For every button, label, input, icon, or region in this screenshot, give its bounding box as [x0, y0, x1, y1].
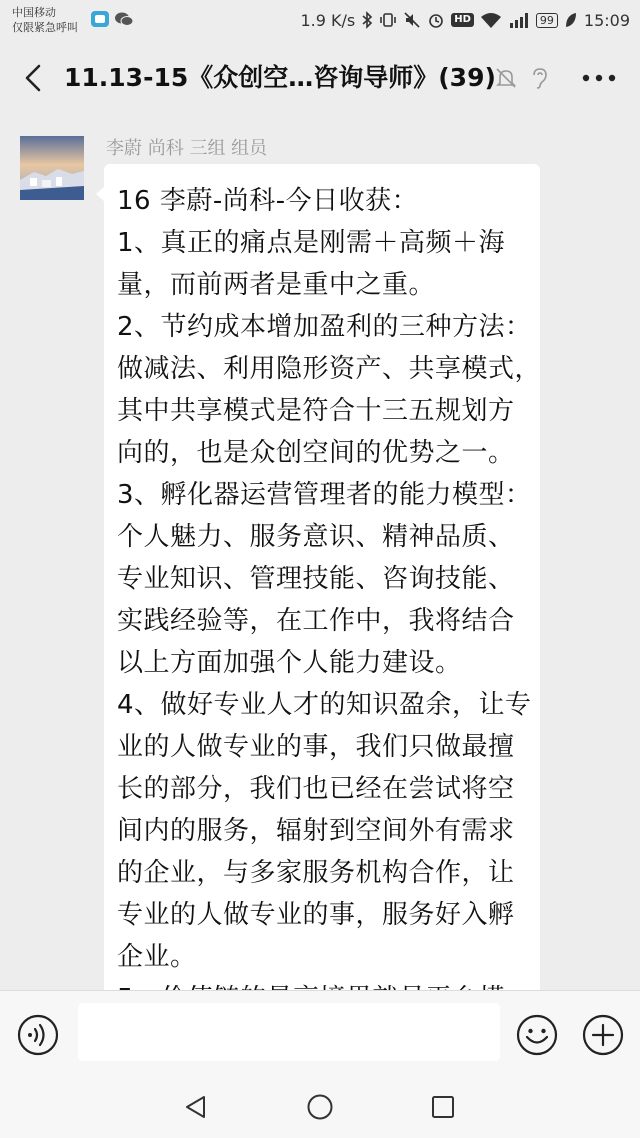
chat-header: [0, 40, 640, 116]
message-line: 其中共享模式是符合十三五规划方: [117, 396, 515, 426]
nav-back-icon[interactable]: [182, 1093, 210, 1121]
carrier-name: 中国移动: [12, 6, 56, 19]
app-icon: [90, 10, 110, 28]
message-line: 做减法、利用隐形资产、共享模式，: [117, 354, 542, 384]
message-line: 的企业，与多家服务机构合作，让: [117, 858, 515, 888]
emoji-button[interactable]: [515, 1013, 559, 1057]
mute-notifications-icon: [494, 66, 518, 90]
message-line: 个人魅力、服务意识、精神品质、: [117, 522, 515, 552]
status-bar: [0, 0, 640, 40]
message-line: 向的，也是众创空间的优势之一。: [117, 438, 515, 468]
more-options-button[interactable]: [574, 64, 624, 92]
carrier-info: [12, 5, 78, 35]
message-line: 间内的服务，辐射到空间外有需求: [117, 816, 515, 846]
message-line: 业的人做专业的事，我们只做最擅: [117, 732, 515, 762]
message-line: 以上方面加强个人能力建设。: [117, 648, 462, 678]
message-bubble[interactable]: [104, 164, 540, 1064]
status-right: [300, 8, 630, 32]
clock: 15:09: [583, 10, 630, 30]
signal-icon: [508, 11, 530, 29]
input-bar: [0, 990, 640, 1072]
message-line: 3、孵化器运营管理者的能力模型：: [117, 480, 532, 510]
message-line: 4、做好专业人才的知识盈余，让专: [117, 690, 532, 720]
vibrate-icon: [379, 11, 397, 29]
battery-icon: 99: [536, 13, 558, 28]
back-button[interactable]: [16, 60, 52, 96]
message-line: 企业。: [117, 942, 197, 972]
message-line: 专业知识、管理技能、咨询技能、: [117, 564, 515, 594]
avatar[interactable]: [20, 136, 84, 200]
network-speed: 1.9 K/s: [300, 10, 356, 30]
message-line: 2、节约成本增加盈利的三种方法：: [117, 312, 532, 342]
nav-home-icon[interactable]: [305, 1092, 335, 1122]
message-line: 长的部分，我们也已经在尝试将空: [117, 774, 515, 804]
nav-recent-apps-icon[interactable]: [430, 1094, 456, 1120]
message-line: 专业的人做专业的事，服务好入孵: [117, 900, 515, 930]
wechat-icon: [114, 10, 134, 28]
message-text: [117, 180, 542, 1062]
bluetooth-icon: [361, 11, 373, 29]
emergency-only-label: 仅限紧急呼叫: [12, 21, 78, 34]
alarm-icon: [427, 11, 445, 29]
navigation-bar: [0, 1072, 640, 1138]
message-line: 16 李蔚-尚科-今日收获：: [117, 186, 419, 216]
message-line: 实践经验等，在工作中，我将结合: [117, 606, 515, 636]
message-input[interactable]: [78, 1003, 500, 1061]
more-functions-button[interactable]: [581, 1013, 625, 1057]
message-line: 量，而前两者是重中之重。: [117, 270, 436, 300]
wifi-icon: [480, 11, 502, 29]
chat-title: 11.13-15《众创空…咨询导师》(39): [64, 63, 496, 92]
message-line: 1、真正的痛点是刚需＋高频＋海: [117, 228, 506, 258]
mute-icon: [403, 11, 421, 29]
earpiece-mode-icon: [528, 66, 550, 90]
sender-name: 李蔚 尚科 三组 组员: [106, 138, 268, 159]
leaf-icon: [564, 11, 578, 29]
voice-input-button[interactable]: [16, 1013, 60, 1057]
chat-area[interactable]: [0, 116, 640, 990]
hd-icon: HD: [451, 13, 474, 27]
